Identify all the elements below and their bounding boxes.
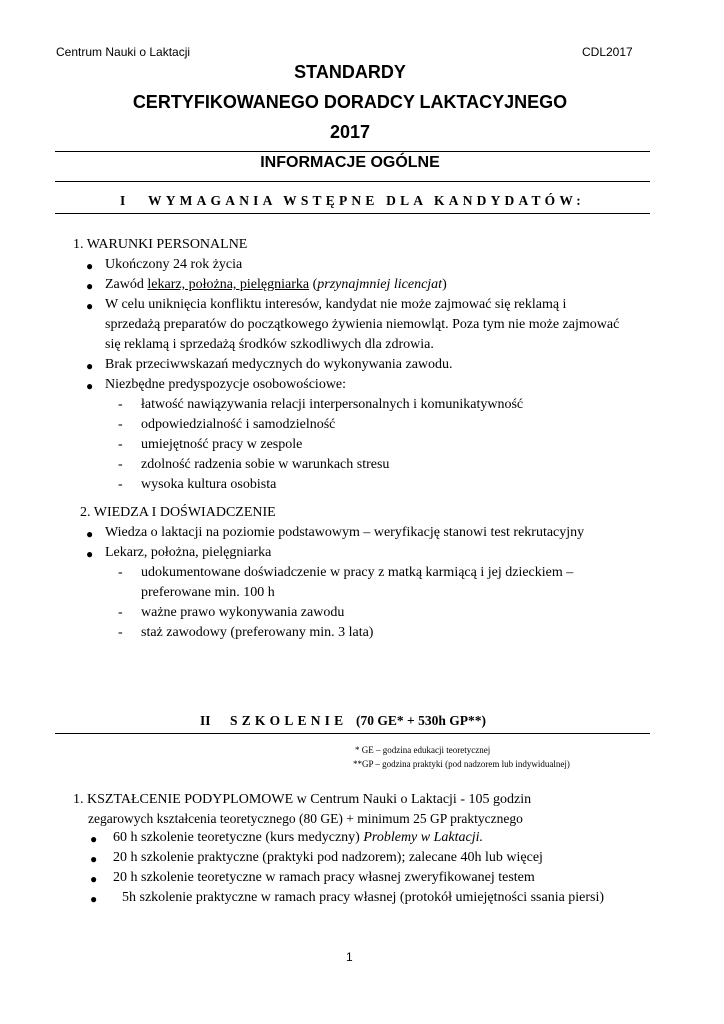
title-line-1: STANDARDY bbox=[294, 62, 406, 82]
requirement-age: Ukończony 24 rok życia bbox=[105, 257, 243, 272]
section-1-heading: WYMAGANIA WSTĘPNE DLA KANDYDATÓW: bbox=[148, 193, 586, 208]
page-number: 1 bbox=[346, 950, 353, 964]
trait-item: umiejętność pracy w zespole bbox=[141, 437, 303, 452]
bullet-icon: ● bbox=[86, 527, 94, 541]
training-item-1 bbox=[113, 830, 483, 846]
profession-requirement: Lekarz, położna, pielęgniarka bbox=[105, 545, 272, 560]
bullet-icon: ● bbox=[90, 832, 98, 846]
requirement-personality: Niezbędne predyspozycje osobowościowe: bbox=[105, 377, 347, 392]
bullet-icon: ● bbox=[90, 852, 98, 866]
profession-prefix: Zawód bbox=[105, 277, 148, 292]
seniority-requirement: staż zawodowy (preferowany min. 3 lata) bbox=[141, 625, 374, 640]
dash-icon: - bbox=[118, 605, 123, 620]
bullet-icon: ● bbox=[86, 299, 94, 313]
dash-icon: - bbox=[118, 417, 123, 432]
section-2-numeral: II bbox=[200, 713, 211, 728]
knowledge-requirement: Wiedza o laktacji na poziomie podstawowym – weryfikację stanowi test rekrutacyjny bbox=[105, 525, 585, 540]
profession-paren-open: ( bbox=[309, 277, 318, 292]
dash-icon: - bbox=[118, 397, 123, 412]
bullet-icon: ● bbox=[86, 359, 94, 373]
divider bbox=[55, 213, 650, 214]
requirement-health: Brak przeciwwskazań medycznych do wykonywania zawodu. bbox=[105, 357, 453, 372]
bullet-icon: ● bbox=[90, 892, 98, 906]
training-item-1-text: 60 h szkolenie teoretyczne (kurs medyczny) bbox=[113, 830, 364, 845]
dash-icon: - bbox=[118, 625, 123, 640]
requirement-conflict-line-1: W celu uniknięcia konfliktu interesów, kandydat nie może zajmować się reklamą i bbox=[105, 297, 567, 312]
bullet-icon: ● bbox=[86, 259, 94, 273]
requirement-conflict-line-2: sprzedażą preparatów do początkowego żywienia niemowląt. Poza tym nie może zajmować bbox=[105, 317, 620, 332]
trait-item: łatwość nawiązywania relacji interpersonalnych i komunikatywność bbox=[141, 397, 524, 412]
profession-list: lekarz, położna, pielęgniarka bbox=[147, 277, 310, 292]
profession-degree: przynajmniej licencjat bbox=[317, 277, 443, 292]
experience-line-2: preferowane min. 100 h bbox=[141, 585, 275, 600]
dash-icon: - bbox=[118, 565, 123, 580]
divider bbox=[55, 151, 650, 152]
training-item-2: 20 h szkolenie praktyczne (praktyki pod nadzorem); zalecane 40h lub więcej bbox=[113, 850, 543, 865]
training-item-4: 5h szkolenie praktyczne w ramach pracy własnej (protokół umiejętności ssania piersi) bbox=[122, 890, 605, 905]
subsection-1-title: 1. WARUNKI PERSONALNE bbox=[73, 237, 248, 252]
bullet-icon: ● bbox=[86, 279, 94, 293]
subsection-2-title: 2. WIEDZA I DOŚWIADCZENIE bbox=[80, 505, 276, 520]
trait-item: zdolność radzenia sobie w warunkach stresu bbox=[141, 457, 390, 472]
title-line-3: 2017 bbox=[329, 122, 371, 142]
requirement-conflict-line-3: się reklamą i sprzedażą środków szkodliwych dla zdrowia. bbox=[105, 337, 434, 352]
trait-item: wysoka kultura osobista bbox=[141, 477, 277, 492]
trait-item: odpowiedzialność i samodzielność bbox=[141, 417, 336, 432]
bullet-icon: ● bbox=[86, 547, 94, 561]
dash-icon: - bbox=[118, 437, 123, 452]
section-2-heading: SZKOLENIE bbox=[230, 713, 348, 728]
bullet-icon: ● bbox=[86, 379, 94, 393]
subtitle: INFORMACJE OGÓLNE bbox=[260, 154, 440, 171]
title-line-2: CERTYFIKOWANEGO DORADCY LAKTACYJNEGO bbox=[132, 92, 568, 112]
profession-paren-close: ) bbox=[442, 277, 447, 292]
header-org: Centrum Nauki o Laktacji bbox=[56, 45, 191, 59]
header-code: CDL2017 bbox=[582, 45, 633, 59]
section-2-hours: (70 GE* + 530h GP**) bbox=[356, 713, 486, 728]
divider bbox=[55, 181, 650, 182]
footnote-gp: **GP – godzina praktyki (pod nadzorem lub indywidualnej) bbox=[353, 759, 570, 769]
dash-icon: - bbox=[118, 457, 123, 472]
postgraduate-line-2: zegarowych kształcenia teoretycznego (80 GE) + minimum 25 GP praktycznego bbox=[88, 811, 523, 826]
course-name: Problemy w Laktacji. bbox=[363, 830, 483, 845]
section-1-numeral: I bbox=[120, 193, 126, 208]
training-item-3: 20 h szkolenie teoretyczne w ramach pracy własnej zweryfikowanej testem bbox=[113, 870, 535, 885]
footnote-ge: * GE – godzina edukacji teoretycznej bbox=[355, 745, 491, 755]
postgraduate-line-1: 1. KSZTAŁCENIE PODYPLOMOWE w Centrum Nauki o Laktacji - 105 godzin bbox=[73, 792, 532, 807]
experience-line-1: udokumentowane doświadczenie w pracy z matką karmiącą i jej dzieckiem – bbox=[141, 565, 574, 580]
bullet-icon: ● bbox=[90, 872, 98, 886]
license-requirement: ważne prawo wykonywania zawodu bbox=[141, 605, 345, 620]
divider bbox=[55, 733, 650, 734]
requirement-profession bbox=[105, 277, 447, 293]
dash-icon: - bbox=[118, 477, 123, 492]
